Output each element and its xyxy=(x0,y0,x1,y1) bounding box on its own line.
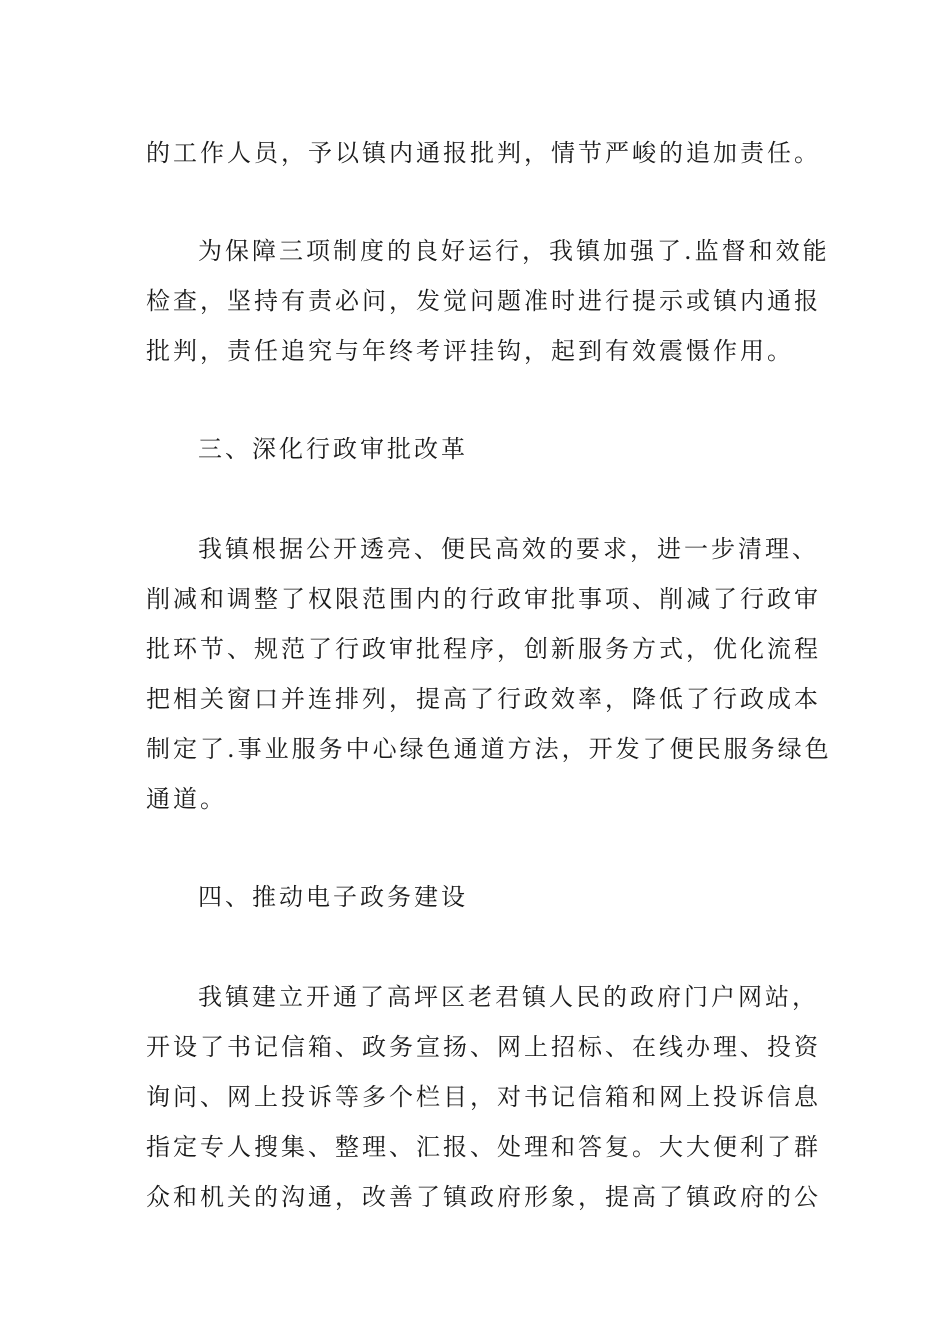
paragraph-e-government xyxy=(146,972,821,1222)
section-heading: 三、深化行政审批改革 xyxy=(198,435,468,463)
section-heading: 四、推动电子政务建设 xyxy=(198,883,468,911)
paragraph-line: 我镇建立开通了高坪区老君镇人民的政府门户网站， xyxy=(198,983,819,1011)
paragraph-line: 众和机关的沟通，改善了镇政府形象，提高了镇政府的公 xyxy=(146,1183,821,1211)
section-heading-three xyxy=(146,424,806,474)
paragraph-line: 的工作人员，予以镇内通报批判，情节严峻的追加责任。 xyxy=(146,139,821,167)
paragraph-line: 批判，责任追究与年终考评挂钩，起到有效震慑作用。 xyxy=(146,337,794,365)
paragraph-line: 询问、网上投诉等多个栏目，对书记信箱和网上投诉信息 xyxy=(146,1083,821,1111)
paragraph-line: 检查，坚持有责必问，发觉问题准时进行提示或镇内通报 xyxy=(146,287,821,315)
paragraph-line: 削减和调整了权限范围内的行政审批事项、削减了行政审 xyxy=(146,585,821,613)
paragraph-line: 批环节、规范了行政审批程序，创新服务方式，优化流程 xyxy=(146,635,821,663)
paragraph-supervision xyxy=(146,226,830,376)
paragraph-line: 我镇根据公开透亮、便民高效的要求，进一步清理、 xyxy=(198,535,819,563)
paragraph-line: 开设了书记信箱、政务宣扬、网上招标、在线办理、投资 xyxy=(146,1033,821,1061)
paragraph-line: 指定专人搜集、整理、汇报、处理和答复。大大便利了群 xyxy=(146,1133,821,1161)
paragraph-line: 通道。 xyxy=(146,785,227,813)
paragraph-continuation xyxy=(146,128,821,178)
paragraph-line: 为保障三项制度的良好运行，我镇加强了.监督和效能 xyxy=(198,237,830,265)
paragraph-approval-reform xyxy=(146,524,832,824)
paragraph-line: 制定了.事业服务中心绿色通道方法，开发了便民服务绿色 xyxy=(146,735,832,763)
section-heading-four xyxy=(146,872,806,922)
paragraph-line: 把相关窗口并连排列，提高了行政效率，降低了行政成本 xyxy=(146,685,821,713)
